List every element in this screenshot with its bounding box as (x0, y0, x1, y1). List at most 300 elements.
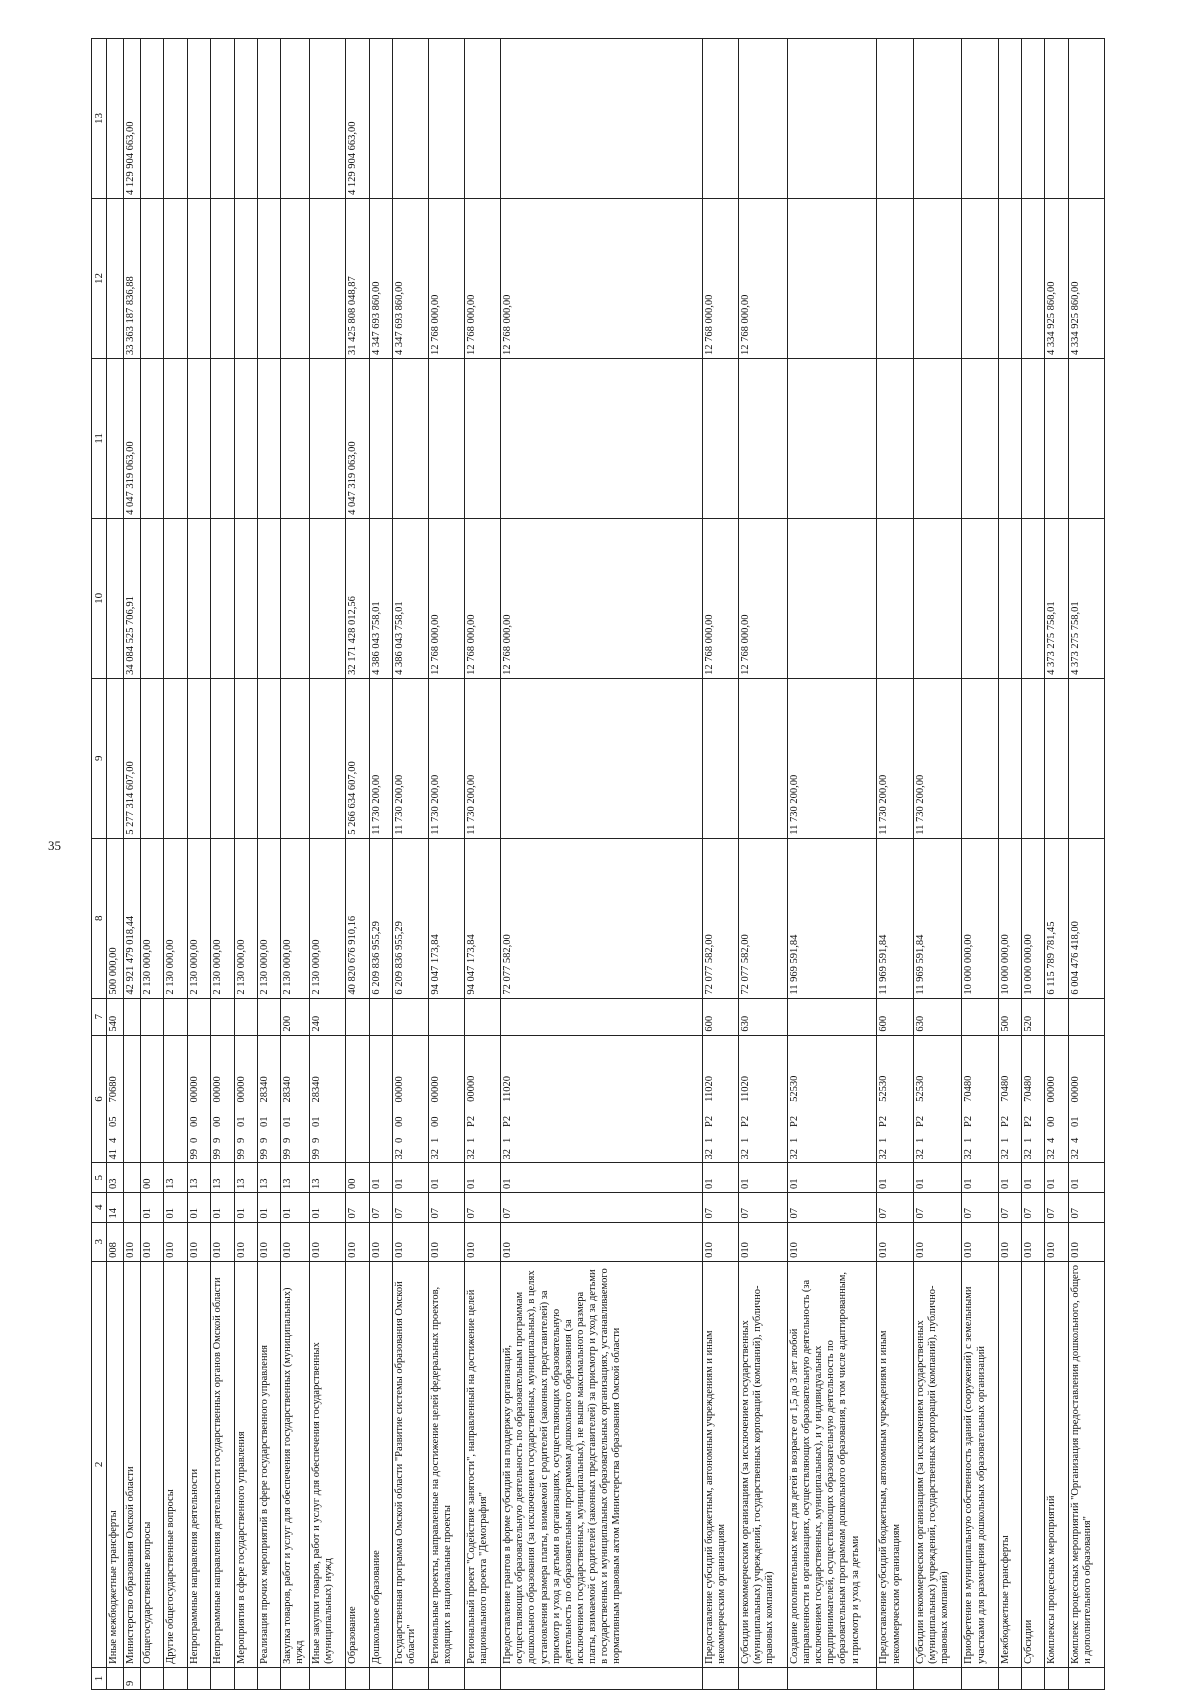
row-number-cell (234, 1667, 257, 1689)
target-article-part: 28340 (311, 1076, 323, 1103)
header-cell: 12 (92, 199, 107, 359)
target-article-part: 01 (1069, 1116, 1081, 1127)
target-article-part: 32 (1046, 1149, 1058, 1160)
amount-cell: 2 130 000,00 (141, 838, 164, 998)
row-number-cell (1068, 1667, 1104, 1689)
expense-type-cell (211, 998, 234, 1035)
table-body (107, 39, 1105, 1690)
target-article-part: P2 (914, 1115, 926, 1127)
row-number-cell (501, 1667, 703, 1689)
expense-type-cell: 520 (1021, 998, 1044, 1035)
ministry-code-cell: 010 (141, 1222, 164, 1261)
expense-type-cell (369, 998, 392, 1035)
row-number-cell (429, 1667, 465, 1689)
amount-cell (788, 518, 877, 678)
budget-table (91, 38, 1105, 1690)
target-article-cell (281, 1035, 310, 1163)
table-row (962, 39, 998, 1690)
section-code-cell: 07 (1068, 1193, 1104, 1223)
amount-cell (281, 678, 310, 838)
amount-cell (234, 518, 257, 678)
section-code-cell: 01 (164, 1193, 187, 1223)
row-name-cell: Региональные проекты, направленные на достижение целей федеральных проектов, входящих в национальные проекты (429, 1261, 465, 1667)
target-article-part: P2 (502, 1115, 514, 1127)
row-name-cell: Субсидии некоммерческим организациям (за исключением государственных (муниципальных) учреждений, государственных корпораций (компаний), публично-правовых компаний) (913, 1261, 962, 1667)
amount-cell (281, 358, 310, 518)
amount-cell: 10 000 000,00 (1021, 838, 1044, 998)
section-code-cell: 01 (281, 1193, 310, 1223)
target-article-part: 1 (740, 1137, 752, 1143)
amount-cell (310, 678, 346, 838)
section-code-cell: 07 (369, 1193, 392, 1223)
target-article-part: 32 (704, 1149, 716, 1160)
amount-cell (739, 39, 788, 199)
target-article-cell (234, 1035, 257, 1163)
target-article-part: 99 (235, 1149, 247, 1160)
row-name-cell: Общегосударственные вопросы (141, 1261, 164, 1667)
target-article-part: 70480 (999, 1075, 1011, 1102)
amount-cell (107, 39, 124, 199)
row-number-cell (369, 1667, 392, 1689)
target-article-part: 00 (188, 1116, 200, 1127)
amount-cell (739, 678, 788, 838)
subsection-code-cell: 01 (501, 1163, 703, 1193)
target-article-part: P2 (740, 1115, 752, 1127)
row-name-cell: Министерство образования Омской области (124, 1261, 141, 1667)
amount-cell (187, 678, 210, 838)
target-article-part: 28340 (282, 1076, 294, 1103)
amount-cell (141, 358, 164, 518)
amount-cell (998, 678, 1021, 838)
target-article-part: 1 (963, 1137, 975, 1143)
expense-type-cell: 600 (703, 998, 739, 1035)
section-code-cell: 07 (877, 1193, 913, 1223)
amount-cell (164, 199, 187, 359)
amount-cell (141, 678, 164, 838)
amount-cell (1068, 678, 1104, 838)
ministry-code-cell: 010 (234, 1222, 257, 1261)
expense-type-cell (164, 998, 187, 1035)
row-name-cell: Государственная программа Омской области "Развитие системы образования Омской области" (392, 1261, 428, 1667)
target-article-part: 1 (430, 1137, 442, 1143)
expense-type-cell (788, 998, 877, 1035)
section-code-cell: 07 (429, 1193, 465, 1223)
amount-cell: 11 730 200,00 (392, 678, 428, 838)
amount-cell: 4 386 043 758,01 (392, 518, 428, 678)
header-cell: 8 (92, 838, 107, 998)
expense-type-cell: 630 (913, 998, 962, 1035)
subsection-code-cell: 01 (429, 1163, 465, 1193)
target-article-part: 05 (108, 1116, 119, 1127)
target-article-part: 01 (311, 1116, 323, 1127)
target-article-part: 00000 (235, 1076, 247, 1103)
target-article-part: P2 (789, 1115, 801, 1127)
target-article-part: 52530 (914, 1075, 926, 1102)
table-row (1045, 39, 1068, 1690)
amount-cell (187, 199, 210, 359)
target-article-part: 4 (1046, 1137, 1058, 1143)
amount-cell (998, 199, 1021, 359)
amount-cell (107, 358, 124, 518)
amount-cell: 12 768 000,00 (739, 518, 788, 678)
target-article-part: 11020 (740, 1076, 752, 1102)
row-number-cell (788, 1667, 877, 1689)
expense-type-cell (392, 998, 428, 1035)
amount-cell (310, 199, 346, 359)
target-article-part: 99 (188, 1149, 200, 1160)
target-article-cell (392, 1035, 428, 1163)
target-article-part: 9 (212, 1137, 224, 1143)
amount-cell (877, 199, 913, 359)
ministry-code-cell: 010 (124, 1222, 141, 1261)
ministry-code-cell: 010 (187, 1222, 210, 1261)
target-article-cell (124, 1035, 141, 1163)
target-article-part: P2 (963, 1115, 975, 1127)
amount-cell (788, 358, 877, 518)
subsection-code-cell: 13 (257, 1163, 280, 1193)
amount-cell: 12 768 000,00 (429, 518, 465, 678)
target-article-part: 9 (235, 1137, 247, 1143)
table-row (187, 39, 210, 1690)
target-article-cell (998, 1035, 1021, 1163)
target-article-part: 32 (1069, 1149, 1081, 1160)
row-name-cell: Комплексы процессных мероприятий (1045, 1261, 1068, 1667)
target-article-cell (788, 1035, 877, 1163)
target-article-cell (1021, 1035, 1044, 1163)
amount-cell: 10 000 000,00 (962, 838, 998, 998)
table-row (281, 39, 310, 1690)
row-number-cell (392, 1667, 428, 1689)
amount-cell (392, 358, 428, 518)
row-number-cell (211, 1667, 234, 1689)
amount-cell (465, 358, 501, 518)
section-code-cell: 07 (501, 1193, 703, 1223)
expense-type-cell (429, 998, 465, 1035)
amount-cell: 11 969 591,84 (788, 838, 877, 998)
subsection-code-cell: 01 (739, 1163, 788, 1193)
amount-cell (962, 358, 998, 518)
amount-cell: 11 730 200,00 (465, 678, 501, 838)
subsection-code-cell: 01 (1068, 1163, 1104, 1193)
target-article-part: 0 (188, 1137, 200, 1143)
amount-cell (310, 39, 346, 199)
amount-cell (234, 358, 257, 518)
amount-cell: 94 047 173,84 (465, 838, 501, 998)
amount-cell: 10 000 000,00 (998, 838, 1021, 998)
amount-cell: 6 209 836 955,29 (392, 838, 428, 998)
target-article-part: 32 (789, 1149, 801, 1160)
section-code-cell: 01 (310, 1193, 346, 1223)
amount-cell: 2 130 000,00 (234, 838, 257, 998)
target-article-part: 32 (466, 1149, 478, 1160)
expense-type-cell: 240 (310, 998, 346, 1035)
amount-cell: 4 129 904 663,00 (346, 39, 369, 199)
amount-cell (913, 518, 962, 678)
target-article-part: 70480 (963, 1075, 975, 1102)
expense-type-cell: 540 (107, 998, 124, 1035)
amount-cell (164, 678, 187, 838)
target-article-part: 41 (108, 1149, 119, 1160)
target-article-part: 01 (282, 1116, 294, 1127)
header-cell: 11 (92, 358, 107, 518)
header-cell: 5 (92, 1163, 107, 1193)
amount-cell: 6 004 476 418,00 (1068, 838, 1104, 998)
amount-cell (788, 199, 877, 359)
row-number-cell (465, 1667, 501, 1689)
table-row (346, 39, 369, 1690)
expense-type-cell (501, 998, 703, 1035)
amount-cell (1021, 678, 1044, 838)
amount-cell (703, 358, 739, 518)
target-article-cell (257, 1035, 280, 1163)
section-code-cell: 01 (141, 1193, 164, 1223)
page-number: 35 (48, 838, 61, 853)
row-number-cell (1045, 1667, 1068, 1689)
target-article-part: 32 (740, 1149, 752, 1160)
table-row (501, 39, 703, 1690)
amount-cell (501, 358, 703, 518)
target-article-part: P2 (704, 1115, 716, 1127)
amount-cell: 4 386 043 758,01 (369, 518, 392, 678)
target-article-part: 32 (502, 1149, 514, 1160)
target-article-cell (703, 1035, 739, 1163)
amount-cell (369, 358, 392, 518)
ministry-code-cell: 010 (739, 1222, 788, 1261)
amount-cell (281, 199, 310, 359)
target-article-part: 52530 (789, 1075, 801, 1102)
amount-cell (187, 358, 210, 518)
header-cell: 10 (92, 518, 107, 678)
row-name-cell: Межбюджетные трансферты (998, 1261, 1021, 1667)
section-code-cell: 01 (257, 1193, 280, 1223)
target-article-part: 1 (466, 1137, 478, 1143)
amount-cell (257, 518, 280, 678)
target-article-part: 99 (311, 1149, 323, 1160)
amount-cell (1045, 39, 1068, 199)
subsection-code-cell: 13 (211, 1163, 234, 1193)
amount-cell (211, 358, 234, 518)
row-name-cell: Комплекс процессных мероприятий "Организация предоставления дошкольного, общего и дополнительного образования" (1068, 1261, 1104, 1667)
header-cell: 1 (92, 1667, 107, 1689)
amount-cell (107, 678, 124, 838)
amount-cell: 12 768 000,00 (703, 199, 739, 359)
ministry-code-cell: 010 (465, 1222, 501, 1261)
amount-cell (1021, 199, 1044, 359)
ministry-code-cell: 010 (913, 1222, 962, 1261)
table-row (124, 39, 141, 1690)
target-article-part: 01 (235, 1116, 247, 1127)
amount-cell: 72 077 582,00 (501, 838, 703, 998)
row-name-cell: Предоставление субсидий бюджетным, автономным учреждениям и иным некоммерческим организациям (877, 1261, 913, 1667)
section-code-cell: 01 (211, 1193, 234, 1223)
header-cell: 4 (92, 1193, 107, 1223)
target-article-cell (310, 1035, 346, 1163)
amount-cell: 4 129 904 663,00 (124, 39, 141, 199)
row-name-cell: Непрограммные направления деятельности государственных органов Омской области (211, 1261, 234, 1667)
target-article-part: 1 (1022, 1137, 1034, 1143)
amount-cell: 11 730 200,00 (913, 678, 962, 838)
target-article-cell (211, 1035, 234, 1163)
section-code-cell: 07 (962, 1193, 998, 1223)
amount-cell: 11 969 591,84 (877, 838, 913, 998)
section-code-cell: 07 (739, 1193, 788, 1223)
amount-cell: 12 768 000,00 (501, 518, 703, 678)
row-name-cell: Иные закупки товаров, работ и услуг для обеспечения государственных (муниципальных) нужд (310, 1261, 346, 1667)
subsection-code-cell: 00 (346, 1163, 369, 1193)
expense-type-cell (1045, 998, 1068, 1035)
amount-cell: 2 130 000,00 (281, 838, 310, 998)
amount-cell (234, 678, 257, 838)
target-article-part: 32 (878, 1149, 890, 1160)
amount-cell (1045, 678, 1068, 838)
row-name-cell: Мероприятия в сфере государственного управления (234, 1261, 257, 1667)
row-name-cell: Другие общегосударственные вопросы (164, 1261, 187, 1667)
table-row (429, 39, 465, 1690)
target-article-part: 00000 (430, 1076, 442, 1103)
amount-cell (187, 39, 210, 199)
expense-type-cell (465, 998, 501, 1035)
target-article-part: 9 (282, 1137, 294, 1143)
amount-cell: 500 000,00 (107, 838, 124, 998)
table-row (369, 39, 392, 1690)
target-article-cell (346, 1035, 369, 1163)
target-article-part: 4 (1069, 1137, 1081, 1143)
amount-cell (164, 518, 187, 678)
amount-cell: 2 130 000,00 (211, 838, 234, 998)
subsection-code-cell (124, 1163, 141, 1193)
subsection-code-cell: 01 (788, 1163, 877, 1193)
row-name-cell: Создание дополнительных мест для детей в возрасте от 1,5 до 3 лет любой направленности в организациях, осуществляющих образовательную деятельность (за исключением государственных, муниципальных), и у индивидуальных предпринимателей, осуществляющих образовательную деятельность по образовательным программам дошкольного образования, в том числе адаптированным, и присмотр и уход за детьми (788, 1261, 877, 1667)
subsection-code-cell: 13 (310, 1163, 346, 1193)
row-number-cell (187, 1667, 210, 1689)
subsection-code-cell: 01 (913, 1163, 962, 1193)
amount-cell (211, 199, 234, 359)
ministry-code-cell: 010 (281, 1222, 310, 1261)
target-article-part: 1 (502, 1137, 514, 1143)
amount-cell (913, 39, 962, 199)
amount-cell (739, 358, 788, 518)
row-number-cell (310, 1667, 346, 1689)
row-number-cell (739, 1667, 788, 1689)
subsection-code-cell: 01 (703, 1163, 739, 1193)
row-name-cell: Закупка товаров, работ и услуг для обеспечения государственных (муниципальных) нужд (281, 1261, 310, 1667)
ministry-code-cell: 010 (310, 1222, 346, 1261)
subsection-code-cell: 01 (1021, 1163, 1044, 1193)
amount-cell (429, 39, 465, 199)
row-name-cell: Субсидии (1021, 1261, 1044, 1667)
amount-cell (257, 678, 280, 838)
amount-cell: 4 347 693 860,00 (392, 199, 428, 359)
subsection-code-cell: 01 (369, 1163, 392, 1193)
ministry-code-cell: 010 (211, 1222, 234, 1261)
amount-cell (310, 358, 346, 518)
expense-type-cell (234, 998, 257, 1035)
ministry-code-cell: 010 (962, 1222, 998, 1261)
amount-cell (913, 199, 962, 359)
subsection-code-cell: 01 (392, 1163, 428, 1193)
amount-cell (257, 358, 280, 518)
ministry-code-cell: 010 (998, 1222, 1021, 1261)
table-row (392, 39, 428, 1690)
amount-cell: 5 266 634 607,00 (346, 678, 369, 838)
amount-cell (877, 358, 913, 518)
table-row (164, 39, 187, 1690)
ministry-code-cell: 010 (703, 1222, 739, 1261)
row-number-cell (164, 1667, 187, 1689)
target-article-part: 11020 (502, 1076, 514, 1102)
amount-cell: 11 730 200,00 (877, 678, 913, 838)
subsection-code-cell: 00 (141, 1163, 164, 1193)
amount-cell (962, 518, 998, 678)
amount-cell (1068, 358, 1104, 518)
expense-type-cell (257, 998, 280, 1035)
target-article-part: 99 (258, 1149, 270, 1160)
subsection-code-cell: 13 (187, 1163, 210, 1193)
amount-cell: 72 077 582,00 (703, 838, 739, 998)
target-article-part: 00 (393, 1116, 405, 1127)
table-row (310, 39, 346, 1690)
section-code-cell: 07 (1045, 1193, 1068, 1223)
row-name-cell: Субсидии некоммерческим организациям (за исключением государственных (муниципальных) учреждений, государственных корпораций (компаний), публично-правовых компаний) (739, 1261, 788, 1667)
amount-cell (1021, 518, 1044, 678)
amount-cell: 11 730 200,00 (788, 678, 877, 838)
amount-cell: 12 768 000,00 (501, 199, 703, 359)
target-article-cell (164, 1035, 187, 1163)
row-number-cell (1021, 1667, 1044, 1689)
expense-type-cell: 500 (998, 998, 1021, 1035)
subsection-code-cell: 01 (1045, 1163, 1068, 1193)
amount-cell: 6 115 789 781,45 (1045, 838, 1068, 998)
target-article-part: 00000 (188, 1076, 200, 1103)
target-article-part: 9 (258, 1137, 270, 1143)
amount-cell (962, 199, 998, 359)
row-number-cell (998, 1667, 1021, 1689)
target-article-part: 32 (963, 1149, 975, 1160)
ministry-code-cell: 010 (164, 1222, 187, 1261)
amount-cell (141, 39, 164, 199)
target-article-part: 1 (914, 1137, 926, 1143)
target-article-part: 1 (704, 1137, 716, 1143)
amount-cell (211, 678, 234, 838)
amount-cell (877, 39, 913, 199)
table-row (211, 39, 234, 1690)
amount-cell: 72 077 582,00 (739, 838, 788, 998)
target-article-cell (107, 1035, 124, 1163)
amount-cell (998, 518, 1021, 678)
amount-cell: 12 768 000,00 (703, 518, 739, 678)
amount-cell: 32 171 428 012,56 (346, 518, 369, 678)
row-name-cell: Реализация прочих мероприятий в сфере государственного управления (257, 1261, 280, 1667)
section-code-cell: 01 (234, 1193, 257, 1223)
section-code-cell: 01 (187, 1193, 210, 1223)
expense-type-cell: 200 (281, 998, 310, 1035)
amount-cell (429, 358, 465, 518)
table-row (234, 39, 257, 1690)
table-row (913, 39, 962, 1690)
target-article-part: 52530 (878, 1075, 890, 1102)
target-article-part: P2 (878, 1115, 890, 1127)
row-number-cell (913, 1667, 962, 1689)
amount-cell (1045, 358, 1068, 518)
section-code-cell: 07 (1021, 1193, 1044, 1223)
table-row (739, 39, 788, 1690)
ministry-code-cell: 008 (107, 1222, 124, 1261)
amount-cell: 6 209 836 955,29 (369, 838, 392, 998)
target-article-part: 1 (878, 1137, 890, 1143)
expense-type-cell (1068, 998, 1104, 1035)
ministry-code-cell: 010 (257, 1222, 280, 1261)
target-article-part: 00000 (393, 1076, 405, 1103)
